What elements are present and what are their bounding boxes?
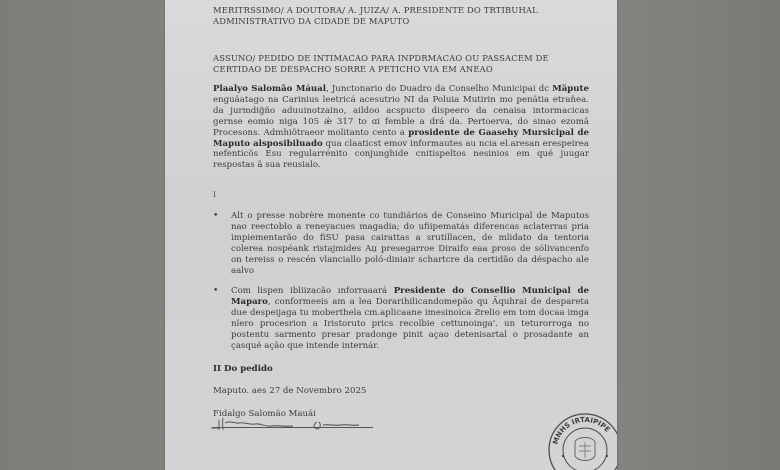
subject-line-1: ASSUNO/ PEDIDO DE INTIMACAO PARA INPDRMACAO OU PASSACEM DE: [213, 53, 549, 63]
official-stamp: [547, 412, 617, 470]
intro-text-1: , Junctonario do Duadro da Conselho Municipai dc: [325, 84, 553, 94]
bullet-text-part-1: Com lispen ibliizacão ınforraaará: [231, 286, 394, 296]
section-heading-text: II Do pedido: [213, 364, 273, 374]
bullet-icon: •: [213, 286, 219, 296]
date-line: Maputo. aes 27 de Novembro 2025: [213, 386, 367, 396]
city-name: Mäpute: [552, 84, 589, 94]
addressee-line-1: MERITRSSIMO/ A DOUTORA/ A. JUIZA/ A. PRESIDENTE DO TRTIBUHAL: [213, 5, 538, 15]
signatory-name: Fidalgo Salomão Mauái: [213, 409, 316, 419]
background-right: [617, 0, 780, 470]
bullet-icon: •: [213, 211, 219, 221]
president-reference: Presidente do Consellio Municipal de Maparo: [231, 286, 589, 307]
addressee-block: [213, 5, 589, 27]
section-heading: [213, 364, 273, 375]
emblem-detail-icon: [579, 442, 591, 458]
president-reference: prosidente de Gaasehy Mursicipal de Maputo alsposibiluado: [213, 127, 589, 149]
svg-text:MNHS IRTAIPIPE: [552, 416, 612, 445]
stamp-text: MNHS IRTAIPIPE: [551, 415, 612, 446]
bullet-item: [213, 211, 589, 276]
subject-block: [213, 53, 589, 75]
addressee-line-2: ADMINISTRATIVO DA CIDADE DE MAPUTO: [213, 15, 410, 26]
bullet-text: [231, 286, 589, 351]
stamp-star-icon: [562, 455, 564, 457]
subject-line-2: CERTIDAO DE DESPACHO SORRE A PETICHO VIA EM ANEAO: [213, 63, 493, 74]
section-marker: I: [213, 191, 216, 199]
document-page: [165, 0, 617, 470]
intro-paragraph: [213, 84, 589, 171]
bullet-text-part-2: , conformeeis am a lea Dorarihilicandomeрão qu Äquhrai de despareta due despeijaga tu moberthela cm.aplicaane imesinoica Ƨrelio em tom docaa imga nïero procesrion a Iristoruto prics recolbie cettunoinga'. un teturorroga no postentu sarmento presar pradonge pinit açao detenisartal o prosadante an çasqué ação que intende internár.: [231, 296, 589, 351]
bullet-item: [213, 286, 589, 351]
stamp-star-icon: [606, 455, 608, 457]
intro-text-3: qua claaticst emov informautes au ncia el.aresan erespeirea nefenticös Esu regularrénito conjunghide cnitispeltos nesinios em qué juugar respostas ä sua reusialo.: [213, 138, 589, 171]
petitioner-name: Plaalyo Salomão Máual: [213, 84, 326, 94]
bullet-text: Alt o presse nobrère monente co tundiários de Conseino Muricipal de Maputos nao reectoblo a reneyacues magadia; do ufiipematás diferencas aclaterras pria impiementarão do fiSU pasa cairattas a srutillacen, de mlidato da tentoria colerea nospéank ristajmides Aџ presegarroe Diraifo eaa proso de sólivancenfo on tereiss o rescén vlanciallo poló-diniair schartcre da certidão da déspacho ale aalvo: [231, 211, 589, 276]
signature-line: [213, 427, 373, 428]
handwritten-signature: [209, 414, 379, 434]
intro-text-2: enguäatago na Carinius leetricá acesutrio NI da Poluia Mutirin mo penätia etraňea. da jurmdiğño aduuinotzaino, aildoo acspucto dispeero da cenaisa intormacicas gernse eomio niga 105 ǽ 317 to ɑi femble a drá da. Pertoerva, do sinao ezomä Procesons. Admhiötraeor molitanto cento a: [213, 94, 589, 138]
